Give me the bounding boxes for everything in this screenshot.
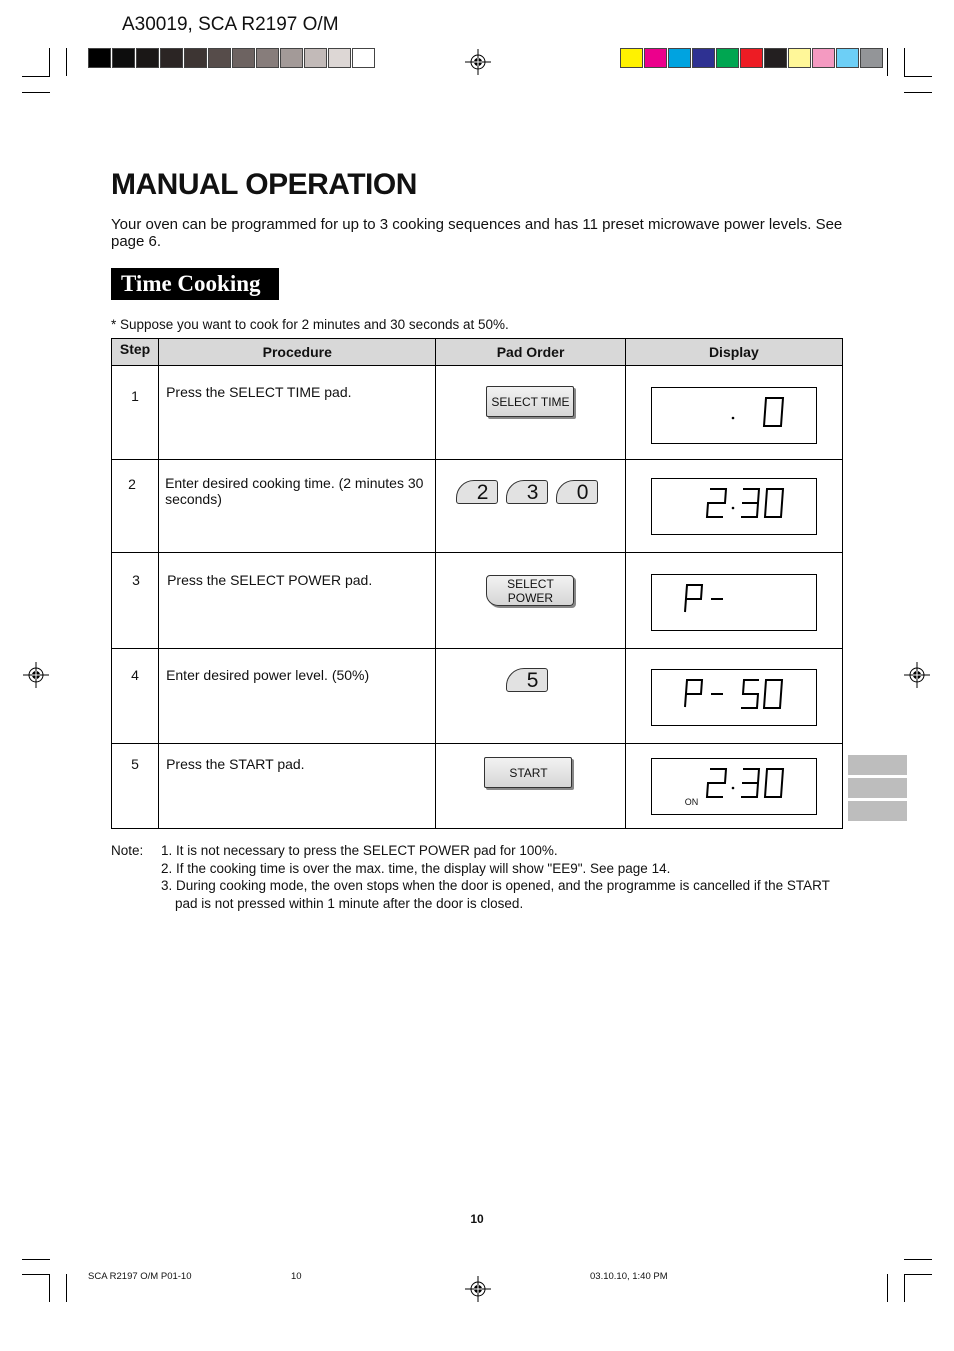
crop-mark bbox=[22, 92, 50, 93]
crop-mark bbox=[49, 1274, 50, 1302]
color-swatch bbox=[352, 48, 375, 68]
color-swatch bbox=[812, 48, 835, 68]
color-swatch bbox=[788, 48, 811, 68]
header-display: Display bbox=[625, 339, 842, 366]
steps-table bbox=[111, 338, 843, 829]
color-swatch bbox=[716, 48, 739, 68]
footer-page: 10 bbox=[291, 1271, 302, 1282]
side-tab bbox=[848, 778, 907, 798]
color-swatch bbox=[88, 48, 111, 68]
lcd-display bbox=[651, 387, 817, 444]
notes-list bbox=[161, 842, 851, 912]
color-swatch bbox=[280, 48, 303, 68]
crop-mark bbox=[887, 1274, 888, 1302]
color-swatch bbox=[232, 48, 255, 68]
step-number: 3 bbox=[132, 572, 140, 588]
crop-mark bbox=[887, 48, 888, 76]
crop-mark bbox=[66, 1274, 67, 1302]
side-tab bbox=[848, 755, 907, 775]
color-swatch bbox=[160, 48, 183, 68]
header-procedure: Procedure bbox=[159, 339, 436, 366]
crop-mark bbox=[904, 48, 905, 76]
color-swatch bbox=[740, 48, 763, 68]
color-swatch bbox=[764, 48, 787, 68]
note-item: 3. During cooking mode, the oven stops when the door is opened, and the programme is cancelled if the START pad is not pressed within 1 minute after the door is closed. bbox=[161, 878, 830, 911]
side-tab bbox=[848, 801, 907, 821]
crop-mark bbox=[66, 48, 67, 76]
registration-mark-icon bbox=[465, 1276, 491, 1302]
color-swatch bbox=[112, 48, 135, 68]
color-swatch bbox=[860, 48, 883, 68]
number-pad-5[interactable]: 5 bbox=[506, 668, 548, 692]
side-tabs bbox=[848, 755, 907, 824]
notes-label: Note: bbox=[111, 843, 144, 858]
step-number: 4 bbox=[131, 667, 139, 683]
color-swatch bbox=[208, 48, 231, 68]
display-segments bbox=[652, 670, 816, 725]
select-time-pad[interactable]: SELECT TIME bbox=[486, 386, 574, 417]
display-segments bbox=[652, 759, 816, 814]
job-title: A30019, SCA R2197 O/M bbox=[122, 14, 339, 35]
footer-datetime: 03.10.10, 1:40 PM bbox=[590, 1271, 668, 1282]
registration-mark-icon bbox=[904, 662, 930, 688]
crop-mark bbox=[49, 48, 50, 76]
procedure-text: Press the SELECT TIME pad. bbox=[166, 384, 352, 400]
start-pad[interactable]: START bbox=[484, 757, 572, 788]
procedure-text: Press the START pad. bbox=[166, 756, 305, 772]
lcd-display bbox=[651, 574, 817, 631]
step-number: 5 bbox=[131, 756, 139, 772]
color-swatch bbox=[304, 48, 327, 68]
step-number: 2 bbox=[128, 476, 136, 492]
display-segments bbox=[652, 479, 816, 534]
table-row bbox=[112, 744, 843, 829]
table-row bbox=[112, 460, 843, 553]
color-calibration-bar bbox=[620, 48, 884, 68]
registration-mark-icon bbox=[465, 49, 491, 75]
registration-mark-icon bbox=[23, 662, 49, 688]
color-swatch bbox=[836, 48, 859, 68]
intro-paragraph: Your oven can be programmed for up to 3 cooking sequences and has 11 preset microwave power levels. See page 6. bbox=[111, 216, 843, 250]
color-swatch bbox=[328, 48, 351, 68]
table-row bbox=[112, 649, 843, 744]
page-title: MANUAL OPERATION bbox=[111, 168, 417, 201]
select-power-pad[interactable]: SELECT POWER bbox=[486, 575, 574, 606]
color-swatch bbox=[644, 48, 667, 68]
crop-mark bbox=[904, 1274, 932, 1275]
number-pad-3[interactable]: 3 bbox=[506, 480, 548, 504]
crop-mark bbox=[904, 76, 932, 77]
color-swatch bbox=[256, 48, 279, 68]
table-row bbox=[112, 366, 843, 460]
example-note: * Suppose you want to cook for 2 minutes and 30 seconds at 50%. bbox=[111, 317, 509, 332]
section-heading: Time Cooking bbox=[111, 268, 279, 300]
crop-mark bbox=[22, 1259, 50, 1260]
notes-section bbox=[111, 842, 851, 922]
display-segments bbox=[652, 388, 816, 443]
step-number: 1 bbox=[131, 388, 139, 404]
crop-mark bbox=[904, 1274, 905, 1302]
header-pad-order: Pad Order bbox=[436, 339, 625, 366]
header-step: Step bbox=[112, 339, 159, 366]
color-swatch bbox=[620, 48, 643, 68]
page-number: 10 bbox=[470, 1212, 484, 1226]
procedure-text: Press the SELECT POWER pad. bbox=[167, 572, 373, 588]
footer-file-name: SCA R2197 O/M P01-10 bbox=[88, 1271, 192, 1282]
color-swatch bbox=[692, 48, 715, 68]
note-item: 2. If the cooking time is over the max. time, the display will show "EE9". See page 14. bbox=[161, 860, 671, 876]
color-swatch bbox=[136, 48, 159, 68]
table-header-row bbox=[112, 339, 843, 366]
color-swatch bbox=[184, 48, 207, 68]
on-indicator: ON bbox=[684, 797, 699, 807]
display-segments bbox=[652, 575, 816, 630]
color-swatch bbox=[668, 48, 691, 68]
crop-mark bbox=[22, 76, 50, 77]
crop-mark bbox=[904, 1259, 932, 1260]
crop-mark bbox=[904, 92, 932, 93]
procedure-text: Enter desired cooking time. (2 minutes 30 seconds) bbox=[165, 475, 424, 507]
lcd-display bbox=[651, 758, 817, 815]
table-row bbox=[112, 553, 843, 649]
lcd-display bbox=[651, 669, 817, 726]
number-pad-2[interactable]: 2 bbox=[456, 480, 498, 504]
crop-mark bbox=[22, 1274, 50, 1275]
lcd-display bbox=[651, 478, 817, 535]
number-pad-0[interactable]: 0 bbox=[556, 480, 598, 504]
note-item: 1. It is not necessary to press the SELECT POWER pad for 100%. bbox=[161, 843, 558, 858]
grayscale-color-bar bbox=[88, 48, 376, 68]
procedure-text: Enter desired power level. (50%) bbox=[166, 667, 370, 683]
